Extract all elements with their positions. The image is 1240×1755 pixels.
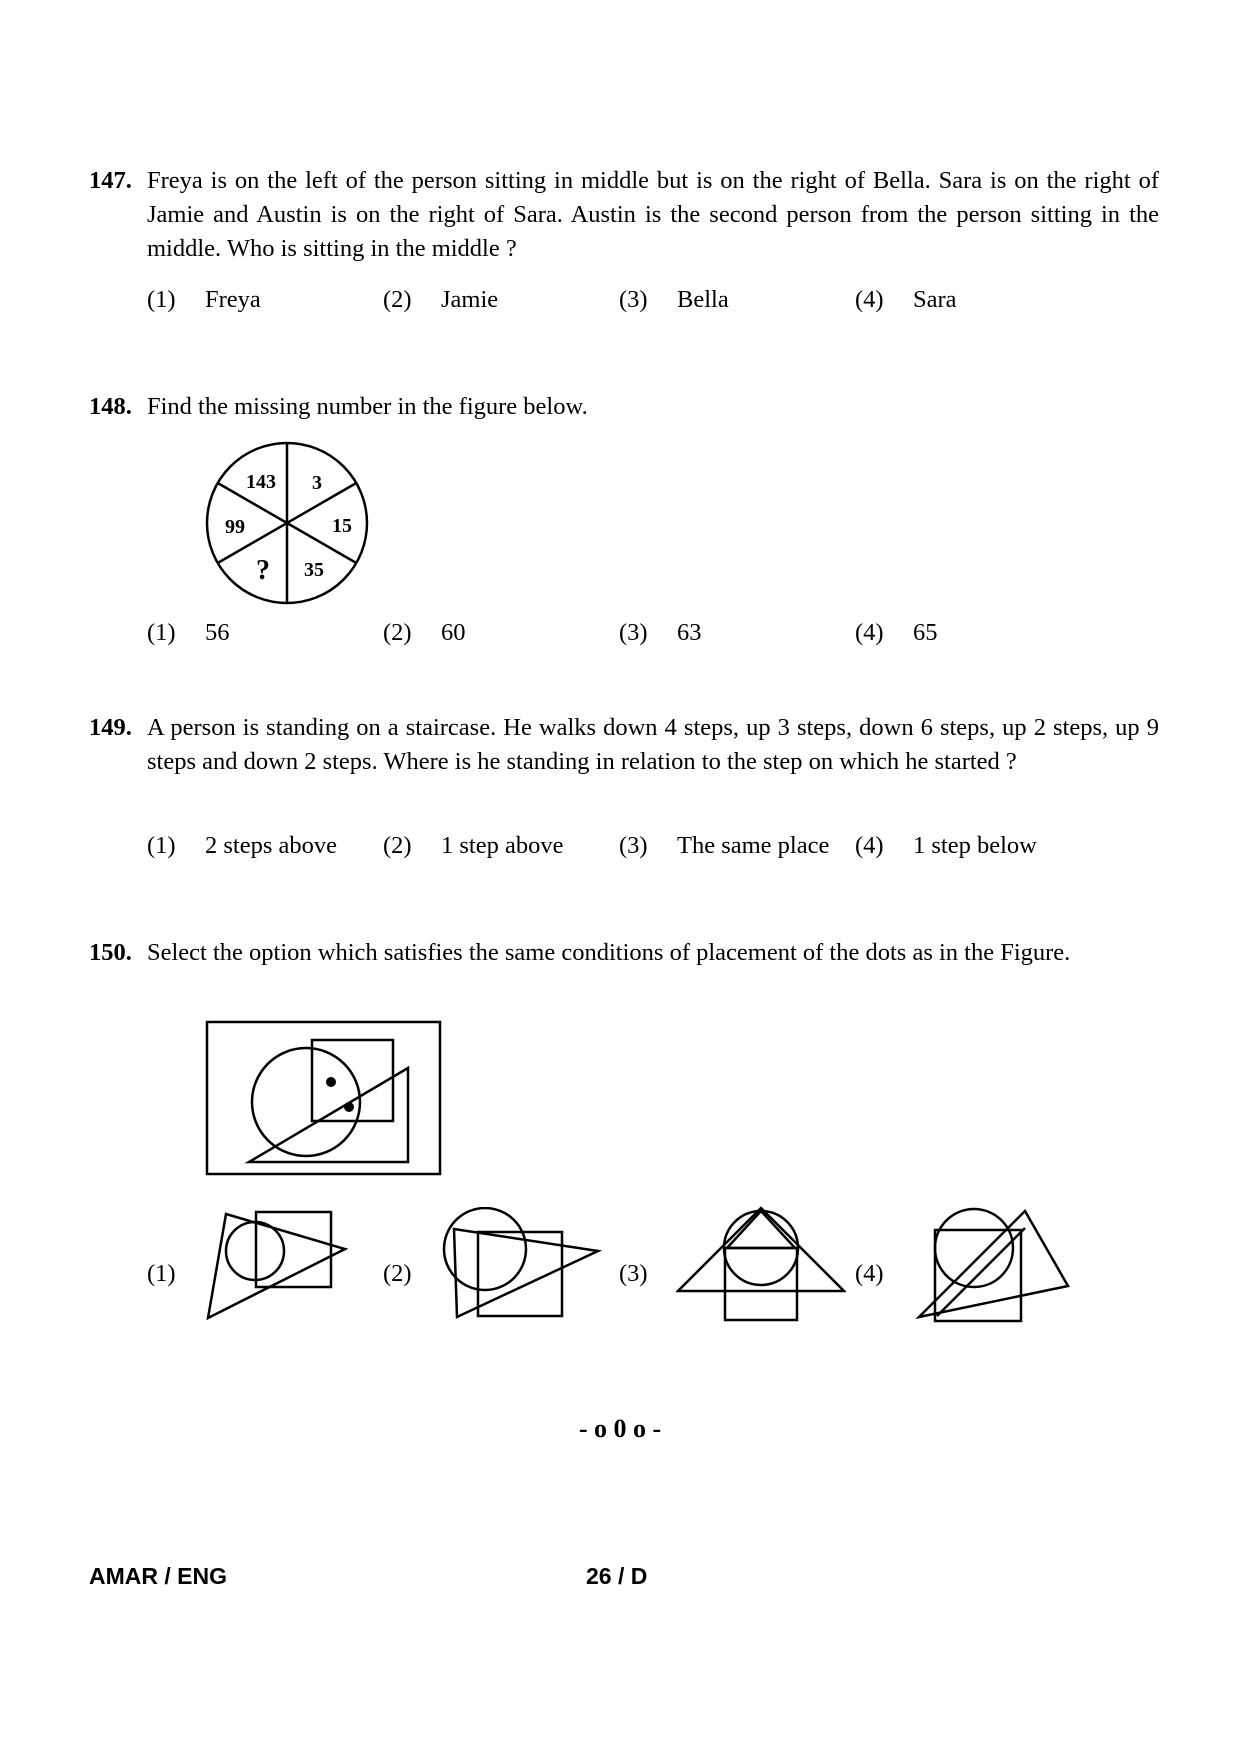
question-body: A person is standing on a staircase. He walks down 4 steps, up 3 steps, down 6 steps, up 2 steps, up 9 steps and down 2 steps. Where is he standing in relation to the step on which he started ?	[147, 714, 1159, 775]
option-3[interactable]: (3) 63	[619, 619, 702, 646]
option-3[interactable]: (3) Bella	[619, 286, 729, 313]
figure-diagonal	[937, 1228, 1025, 1316]
option-4[interactable]: (4) 65	[855, 619, 938, 646]
question-text	[89, 164, 1159, 266]
reference-figure	[205, 1020, 445, 1180]
footer-page-number: 26 / D	[586, 1563, 648, 1589]
figure-triangle	[727, 1211, 795, 1248]
question-body: Select the option which satisfies the same conditions of placement of the dots as in the Figure.	[147, 939, 1071, 966]
question-number: 149.	[89, 714, 132, 741]
footer-left: AMAR / ENG	[89, 1563, 227, 1589]
option-2[interactable]: (2) Jamie	[383, 286, 499, 313]
option-2-label[interactable]: (2)	[383, 1260, 412, 1287]
question-148	[89, 390, 1159, 424]
option-4-label[interactable]: (4)	[855, 1260, 884, 1287]
figure-circle	[935, 1209, 1013, 1287]
wheel-value: 35	[304, 559, 324, 581]
question-number: 150.	[89, 939, 132, 966]
option-3-figure[interactable]	[676, 1205, 846, 1325]
question-number: 148.	[89, 393, 132, 420]
wheel-value: 143	[246, 471, 276, 493]
end-separator: - o 0 o -	[578, 1414, 662, 1443]
option-4[interactable]: (4) 1 step below	[855, 832, 1037, 859]
option-2-figure[interactable]	[440, 1207, 605, 1322]
question-text	[89, 711, 1159, 779]
wheel-value: 99	[225, 516, 245, 538]
figure-triangle	[678, 1208, 844, 1291]
option-3-label[interactable]: (3)	[619, 1260, 648, 1287]
option-4[interactable]: (4) Sara	[855, 286, 957, 313]
question-body: Freya is on the left of the person sitting in middle but is on the right of Bella. Sara is on the right of Jamie and Austin is on the right of Sara. Austin is the second person from the person sitting in the middle. Who is sitting in the middle ?	[147, 167, 1159, 262]
option-1-label[interactable]: (1)	[147, 1260, 176, 1287]
wheel-value: ?	[256, 555, 270, 586]
option-2[interactable]: (2) 60	[383, 619, 466, 646]
option-1[interactable]: (1) Freya	[147, 286, 261, 313]
dot	[344, 1102, 354, 1112]
option-2[interactable]: (2) 1 step above	[383, 832, 564, 859]
option-3[interactable]: (3) The same place	[619, 832, 830, 859]
wheel-value: 3	[312, 472, 322, 494]
question-150	[89, 936, 1159, 970]
question-text	[89, 936, 1159, 970]
figure-circle	[252, 1048, 360, 1156]
question-text	[89, 390, 1159, 424]
frame-rect	[207, 1022, 440, 1174]
option-1[interactable]: (1) 56	[147, 619, 230, 646]
wheel-figure	[200, 436, 375, 611]
option-4-figure[interactable]	[912, 1205, 1072, 1325]
option-1-figure[interactable]	[204, 1210, 349, 1320]
question-number: 147.	[89, 167, 132, 194]
wheel-value: 15	[332, 515, 352, 537]
question-body: Find the missing number in the figure below.	[147, 393, 588, 420]
figure-triangle	[208, 1214, 345, 1318]
question-147	[89, 164, 1159, 266]
question-149	[89, 711, 1159, 779]
dot	[326, 1077, 336, 1087]
option-1[interactable]: (1) 2 steps above	[147, 832, 337, 859]
